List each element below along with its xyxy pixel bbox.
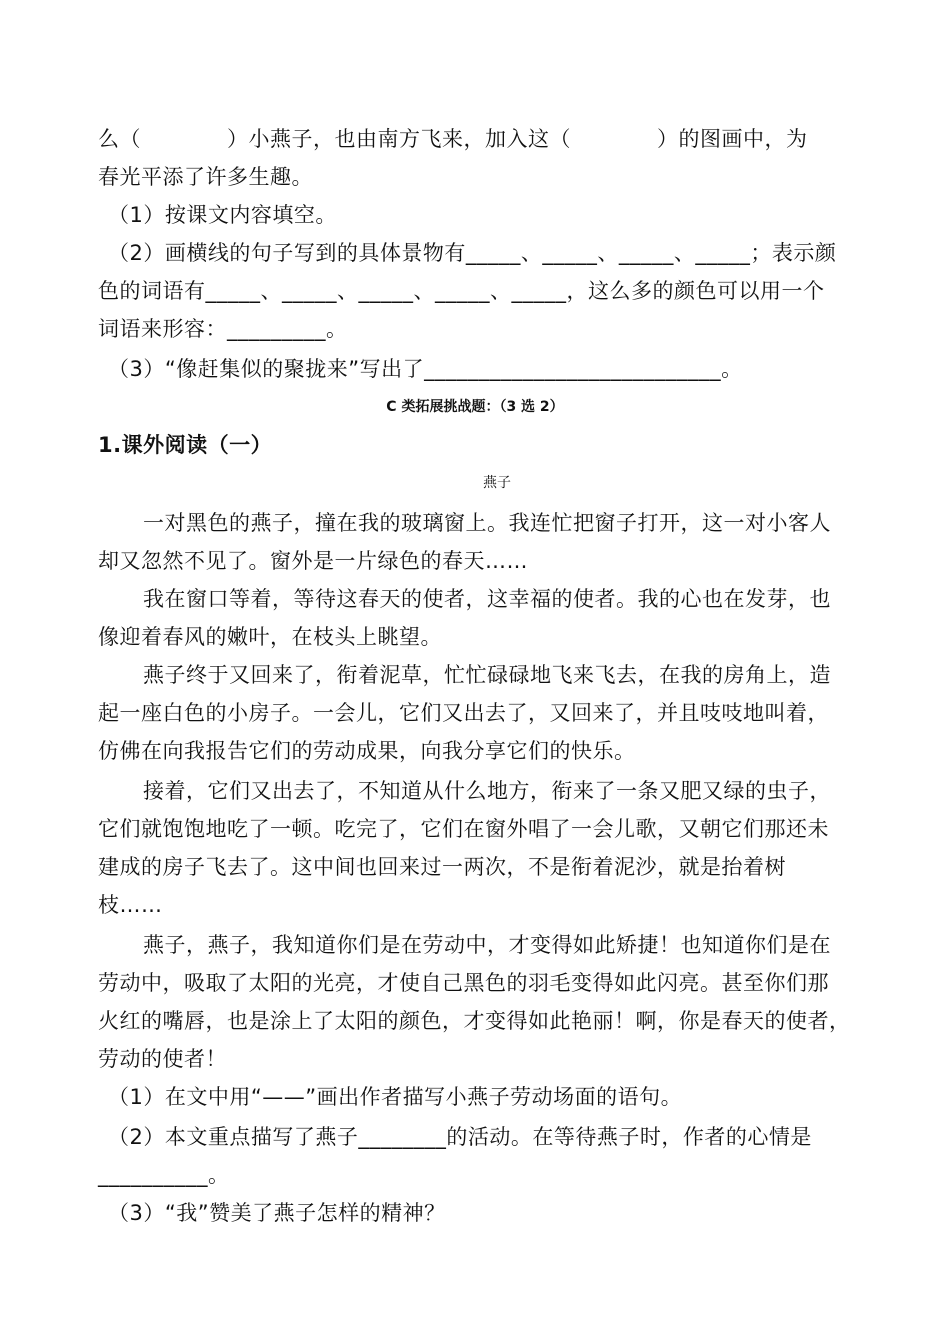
question-line: （2）本文重点描写了燕子________的活动。在等待燕子时，作者的心情是 [108,1125,812,1149]
text-line: 色的词语有_____、_____、_____、_____、_____，这么多的颜色可以用一个 [98,279,825,303]
passage-line: 仿佛在向我报告它们的劳动成果，向我分享它们的快乐。 [98,739,636,763]
passage-line: 起一座白色的小房子。一会儿，它们又出去了，又回来了，并且吱吱地叫着， [98,701,829,725]
question-line: （3）“我”赞美了燕子怎样的精神？ [108,1201,446,1225]
passage-line: 燕子终于又回来了，衔着泥草，忙忙碌碌地飞来飞去，在我的房角上，造 [143,663,831,687]
passage-line: 枝…… [98,893,163,917]
question-line: （2）画横线的句子写到的具体景物有_____、_____、_____、_____；表示颜 [108,241,837,265]
section-title: C 类拓展挑战题：（3 选 2） [386,399,564,415]
reading-heading: 1.课外阅读（一） [98,433,273,457]
passage-line: 像迎着春风的嫩叶，在枝头上眺望。 [98,625,442,649]
passage-line: 火红的嘴唇，也是涂上了太阳的颜色，才变得如此艳丽！啊，你是春天的使者， [98,1009,851,1033]
passage-line: 它们就饱饱地吃了一顿。吃完了，它们在窗外唱了一会儿歌，又朝它们那还未 [98,817,829,841]
passage-title: 燕子 [483,475,511,491]
question-line: （1）按课文内容填空。 [108,203,337,227]
question-line: （3）“像赶集似的聚拢来”写出了___________________________。 [108,357,743,381]
text-line: 春光平添了许多生趣。 [98,165,313,189]
passage-line: 劳动的使者！ [98,1047,227,1071]
passage-line: 一对黑色的燕子，撞在我的玻璃窗上。我连忙把窗子打开，这一对小客人 [143,511,831,535]
passage-line: 燕子，燕子，我知道你们是在劳动中，才变得如此矫捷！也知道你们是在 [143,933,831,957]
question-line: （1）在文中用“——”画出作者描写小燕子劳动场面的语句。 [108,1085,683,1109]
passage-line: 劳动中，吸取了太阳的光亮，才使自己黑色的羽毛变得如此闪亮。甚至你们那 [98,971,829,995]
passage-line: 我在窗口等着，等待这春天的使者，这幸福的使者。我的心也在发芽，也 [143,587,831,611]
passage-line: 建成的房子飞去了。这中间也回来过一两次，不是衔着泥沙，就是抬着树 [98,855,786,879]
passage-line: 接着，它们又出去了，不知道从什么地方，衔来了一条又肥又绿的虫子， [143,779,831,803]
answer-blank-line: __________。 [98,1163,230,1187]
text-line: 词语来形容：_________。 [98,317,348,341]
text-line: 么（ ）小燕子，也由南方飞来，加入这（ ）的图画中，为 [98,127,808,151]
passage-line: 却又忽然不见了。窗外是一片绿色的春天…… [98,549,528,573]
